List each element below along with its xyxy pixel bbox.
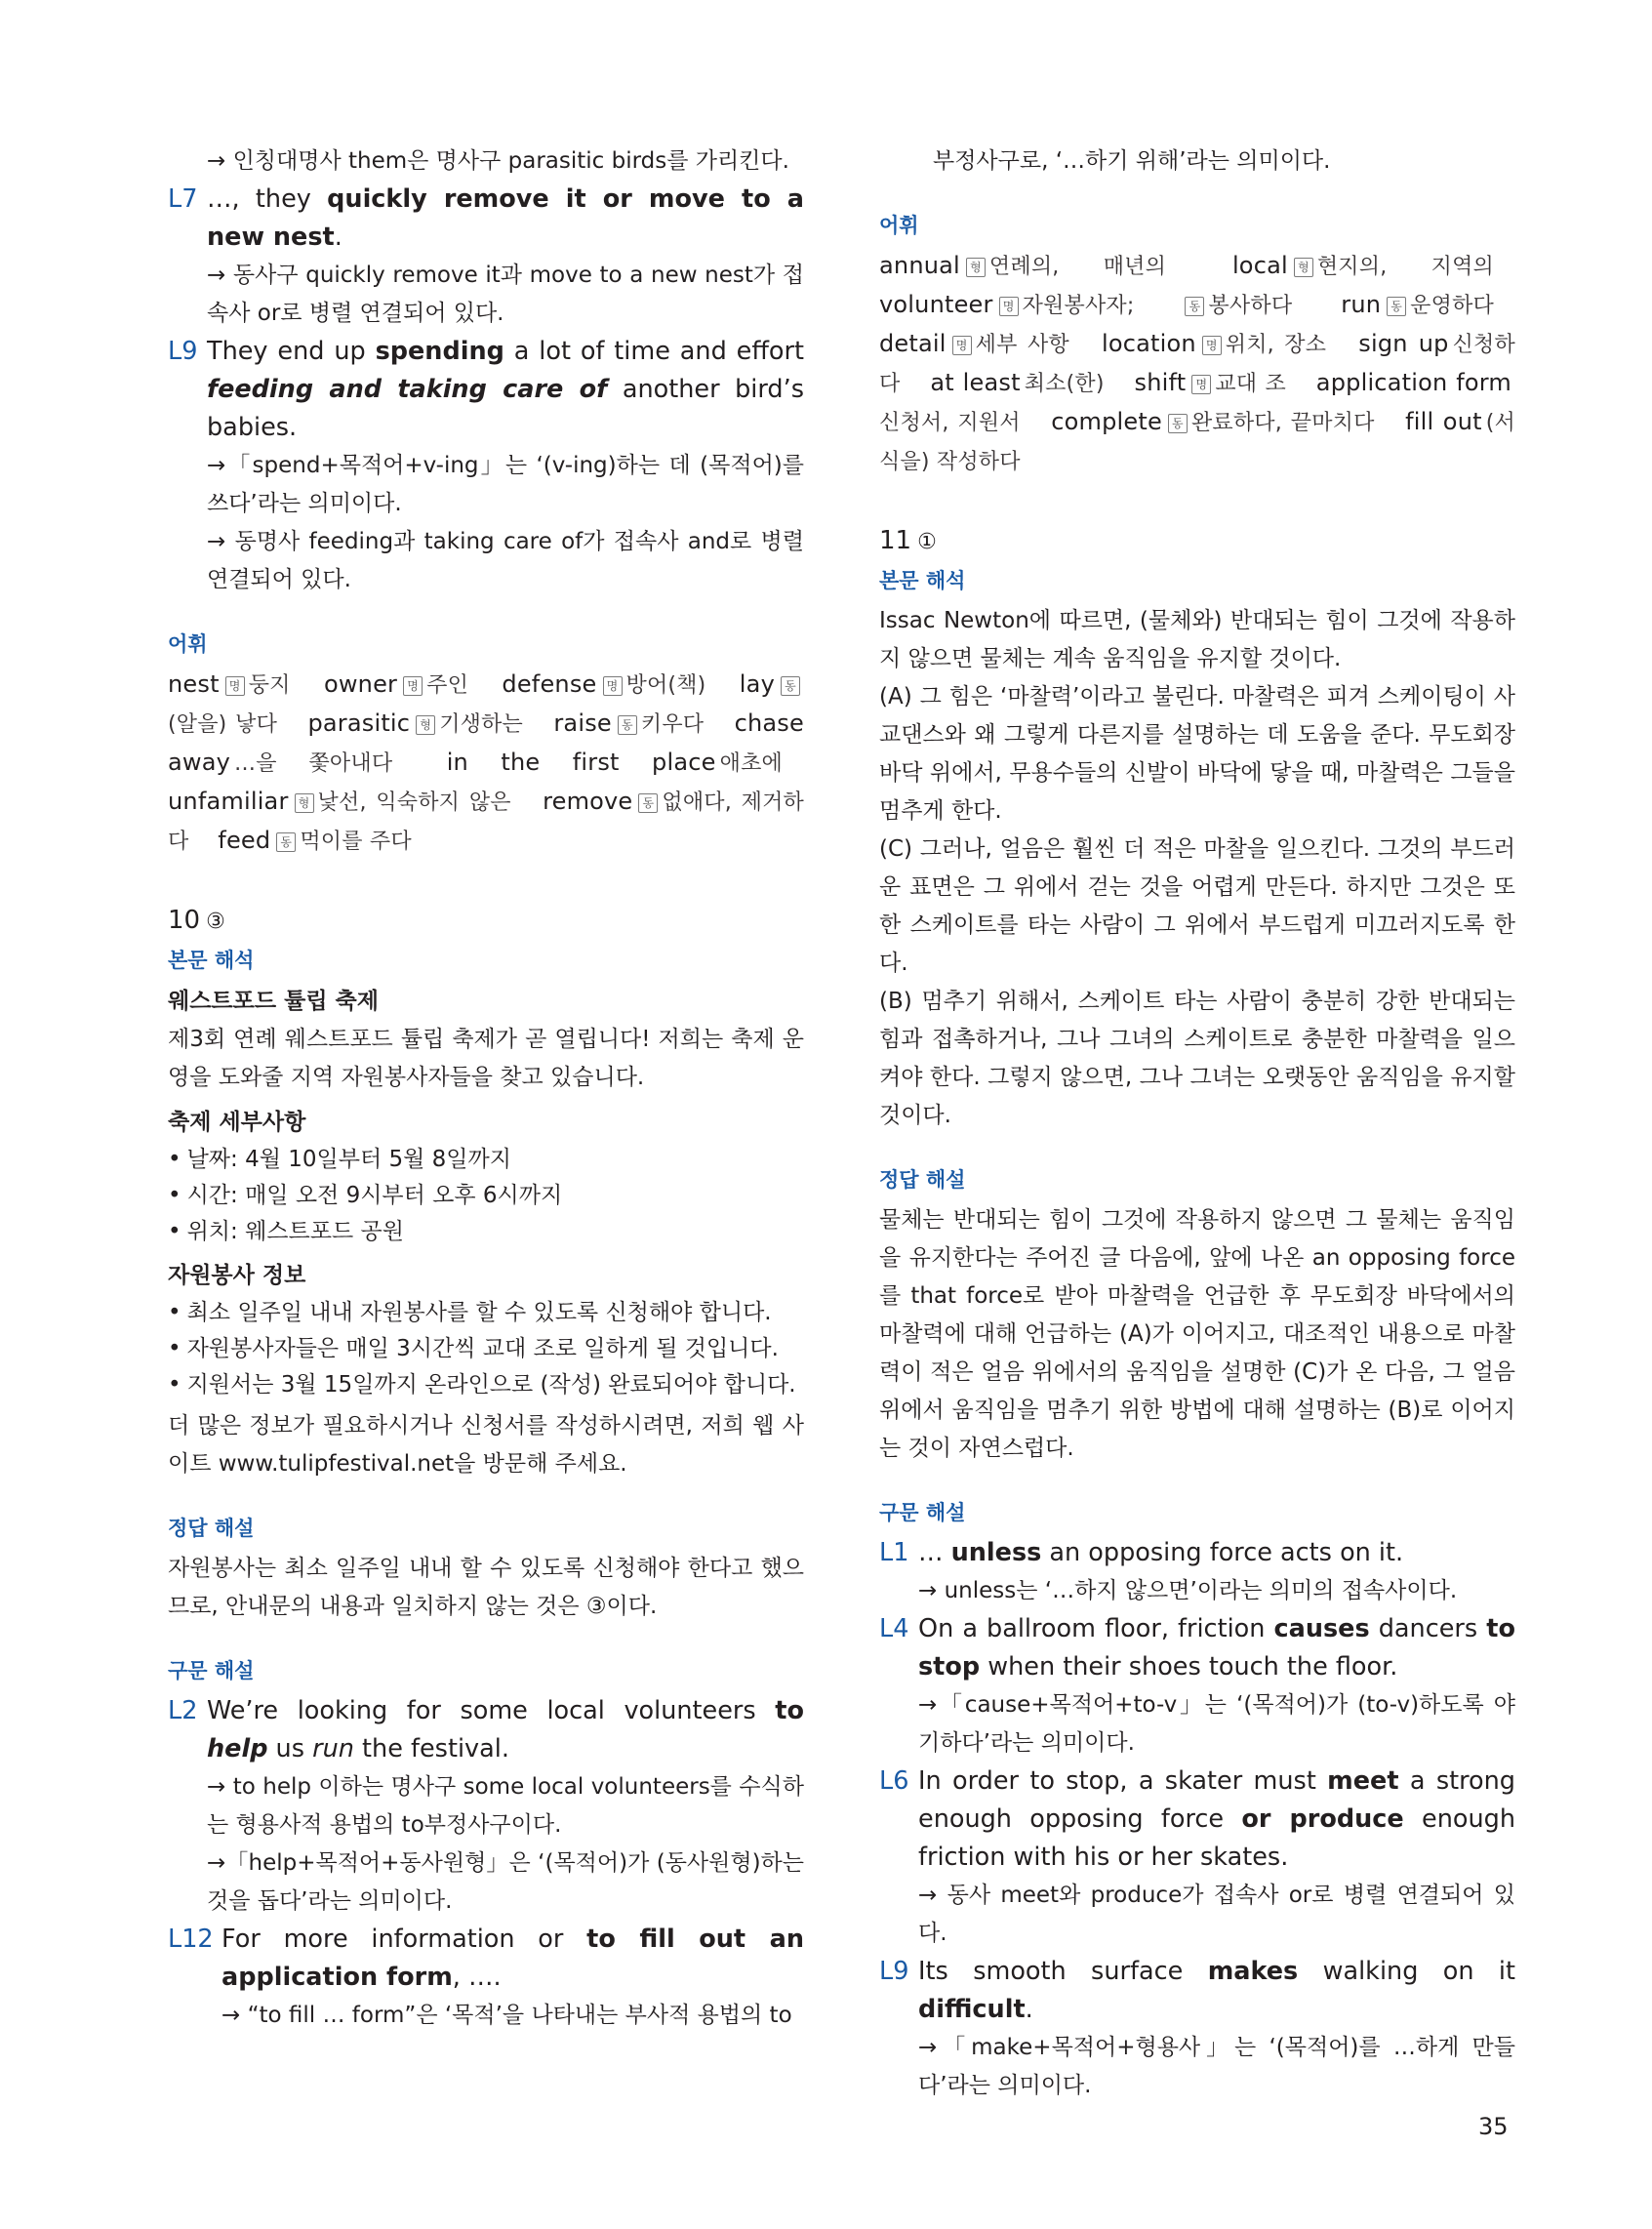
ref-l9: L9 They end up spending a lot of time and effort feeding and taking care of another bird’s babies. [168,333,804,447]
vocab-word: chase away [168,709,804,776]
part-of-speech-badge: 동 [781,676,800,696]
vocab-gloss: 없애다, 제거하다 [168,790,804,854]
part-of-speech-badge: 동 [276,832,296,852]
vocab-gloss: 운영하다 [1410,294,1494,318]
paragraph: (B) 멈추기 위해서, 스케이트 타는 사람이 충분히 강한 반대되는 힘과 접촉하거나, 그나 그녀의 스케이트로 충분한 마찰력을 일으켜야 한다. 그렇지 않으면, 그나 그녀는 오랫동안 움직임을 유지할 것이다. [879,989,1515,1128]
list-item: • 날짜: 4월 10일부터 5월 8일까지 [168,1142,804,1178]
translation-heading: 본문 해석 [879,569,966,592]
part-of-speech-badge: 형 [416,715,435,735]
list-item: • 지원서는 3월 15일까지 온라인으로 (작성) 완료되어야 합니다. [168,1367,804,1403]
part-of-speech-badge: 동 [1185,297,1204,316]
vocab-gloss: 주인 [426,673,469,698]
part-of-speech-badge: 명 [1191,375,1211,394]
note: →「make+목적어+형용사」는 ‘(목적어)를 …하게 만들다’라는 의미이다. [918,2035,1515,2098]
vocab-gloss: 신청서, 지원서 [879,411,1021,435]
list-item: • 자원봉사자들은 매일 3시간씩 교대 조로 일하게 될 것입니다. [168,1331,804,1367]
vocab-gloss: 연례의, 매년의 [988,255,1167,279]
vocab-gloss: 낯선, 익숙하지 않은 [317,790,511,815]
vocab-heading: 어휘 [168,632,208,656]
note: → 동사 meet와 produce가 접속사 or로 병렬 연결되어 있다. [918,1883,1515,1946]
answer-heading: 정답 해설 [879,1168,966,1192]
note: → 동명사 feeding과 taking care of가 접속사 and로 병렬 연결되어 있다. [207,529,804,592]
vocab-word: sign up [1358,330,1449,357]
vocab-word: location [1101,330,1196,357]
paragraph: Issac Newton에 따르면, (물체와) 반대되는 힘이 그것에 작용하지 않으면 물체는 계속 움직임을 유지할 것이다. [879,608,1515,671]
grammar-heading: 구문 해설 [168,1659,255,1682]
line-tag: L6 [879,1766,909,1796]
vocab-list [168,666,804,861]
translation-heading: 본문 해석 [168,949,255,972]
note: 부정사구로, ‘…하기 위해’라는 의미이다. [933,148,1331,174]
vocab-word: fill out [1405,408,1482,435]
vocab-gloss: 먹이를 주다 [300,830,412,854]
answer-heading: 정답 해설 [168,1517,255,1540]
line-tag: L12 [168,1925,214,1954]
paragraph: 제3회 연례 웨스트포드 튤립 축제가 곧 열립니다! 저희는 축제 운영을 도와줄 지역 자원봉사자들을 찾고 있습니다. [168,1027,804,1090]
paragraph: (A) 그 힘은 ‘마찰력’이라고 불린다. 마찰력은 피겨 스케이팅이 사교댄스와 왜 그렇게 다른지를 설명하는 데 도움을 준다. 무도회장 바닥 위에서, 무용수들의 신발이 바닥에 닿을 때, 마찰력은 그들을 멈추게 한다. [879,684,1515,824]
vocab-gloss: 기생하는 [439,712,524,737]
vocab-word: local [1231,252,1288,279]
answer-text: 물체는 반대되는 힘이 그것에 작용하지 않으면 그 물체는 움직임을 유지한다는 주어진 글 다음에, 앞에 나온 an opposing force를 that force로 받아 마찰력을 언급한 후 무도회장 바닥에서의 마찰력에 대해 언급하는 (A)가 이어지고, 대조적인 내용으로 마찰력이 적은 얼음 위에서의 움직임을 설명한 (C)가 온 다음, 그 얼음 위에서 움직임을 멈추기 위한 방법에 대해 설명하는 (B)로 이어지는 것이 자연스럽다. [879,1207,1515,1461]
vocab-word: feed [218,827,271,854]
vocab-word: nest [168,670,220,698]
vocab-gloss: (알을) 낳다 [168,712,278,737]
ref-l9: L9 Its smooth surface makes walking on it difficult. [879,1953,1515,2029]
vocab-heading: 어휘 [879,214,919,237]
vocab-word: application form [1315,369,1511,396]
vocab-gloss: 위치, 장소 [1225,333,1327,357]
ref-l1: L1 … unless an opposing force acts on it. [879,1534,1515,1572]
notice-title: 웨스트포드 튤립 축제 [168,989,379,1014]
part-of-speech-badge: 형 [1294,258,1313,277]
vocab-gloss: …을 쫓아내다 [234,751,393,776]
part-of-speech-badge: 명 [952,336,972,355]
note: →「spend+목적어+v-ing」는 ‘(v-ing)하는 데 (목적어)를 쓰다’라는 의미이다. [207,453,804,516]
part-of-speech-badge: 동 [1387,297,1406,316]
vocab-word: annual [879,252,960,279]
part-of-speech-badge: 명 [1202,336,1222,355]
answer-text: 자원봉사는 최소 일주일 내내 할 수 있도록 신청해야 한다고 했으므로, 안내문의 내용과 일치하지 않는 것은 ③이다. [168,1556,804,1619]
ref-l2: L2 We’re looking for some local volunteers to help us run the festival. [168,1692,804,1768]
vocab-gloss: 애초에 [719,751,783,776]
vocab-word: owner [323,670,398,698]
vocab-gloss: 봉사하다 [1208,294,1293,318]
vocab-word: volunteer [879,291,993,318]
part-of-speech-badge: 명 [999,297,1019,316]
vocab-gloss: 방어(책) [625,673,706,698]
vocab-gloss: 세부 사항 [975,333,1069,357]
vocab-gloss: (서식을) 작성하다 [879,411,1515,474]
paragraph: (C) 그러나, 얼음은 훨씬 더 적은 마찰을 일으킨다. 그것의 부드러운 표면은 그 위에서 걷는 것을 어렵게 만든다. 하지만 그것은 또한 스케이트를 타는 사람이 그 위에서 부드럽게 미끄러지도록 한다. [879,836,1515,976]
ref-l12: L12 For more information or to fill out an application form, …. [168,1921,804,1997]
part-of-speech-badge: 명 [225,676,245,696]
part-of-speech-badge: 형 [966,258,986,277]
note: → “to fill … form”은 ‘목적’을 나타내는 부사적 용법의 to [222,2003,792,2028]
line-tag: L4 [879,1614,909,1643]
vocab-word: complete [1051,408,1162,435]
list-item: • 최소 일주일 내내 자원봉사를 할 수 있도록 신청해야 합니다. [168,1295,804,1331]
line-tag: L9 [168,337,198,366]
vocab-gloss: 완료하다, 끝마치다 [1190,411,1375,435]
part-of-speech-badge: 명 [603,676,623,696]
vocab-word: parasitic [307,709,411,737]
part-of-speech-badge: 명 [403,676,423,696]
line-tag: L1 [879,1538,909,1567]
section-heading: 자원봉사 정보 [168,1263,306,1288]
list-item: • 시간: 매일 오전 9시부터 오후 6시까지 [168,1178,804,1214]
part-of-speech-badge: 동 [618,715,637,735]
vocab-gloss: 신청하다 [879,333,1515,396]
note: → 인칭대명사 them은 명사구 parasitic birds를 가리킨다. [207,148,789,174]
vocab-word: unfamiliar [168,788,289,815]
vocab-word: remove [543,788,633,815]
vocab-word: in the first place [446,749,716,776]
list-item: • 위치: 웨스트포드 공원 [168,1214,804,1250]
vocab-word: detail [879,330,947,357]
paragraph: 더 많은 정보가 필요하시거나 신청서를 작성하시려면, 저희 웹 사이트 www.tulipfestival.net을 방문해 주세요. [168,1413,804,1477]
vocab-word: run [1341,291,1382,318]
note: →「help+목적어+동사원형」은 ‘(목적어)가 (동사원형)하는 것을 돕다’라는 의미이다. [207,1850,804,1914]
part-of-speech-badge: 동 [1168,414,1188,433]
part-of-speech-badge: 형 [295,793,314,813]
note: → to help 이하는 명사구 some local volunteers를 수식하는 형용사적 용법의 to부정사구이다. [207,1774,804,1838]
left-column [168,142,804,2035]
ref-l6: L6 In order to stop, a skater must meet a strong enough opposing force or produce enough friction with his or her skates. [879,1763,1515,1877]
line-tag: L2 [168,1696,198,1725]
vocab-gloss: 교대 조 [1215,372,1286,396]
vocab-word: raise [553,709,612,737]
line-tag: L9 [879,1957,909,1986]
page-number: 35 [1478,2113,1509,2140]
vocab-word: lay [739,670,775,698]
question-number: 10 ③ [168,906,225,935]
note: → 동사구 quickly remove it과 move to a new nest가 접속사 or로 병렬 연결되어 있다. [207,263,804,326]
vocab-gloss: 자원봉사자; [1022,294,1135,318]
vocab-gloss: 둥지 [248,673,291,698]
part-of-speech-badge: 동 [638,793,658,813]
right-column [879,142,1515,2105]
vocab-word: defense [502,670,597,698]
vocab-word: shift [1134,369,1187,396]
note: → unless는 ‘…하지 않으면’이라는 의미의 접속사이다. [918,1578,1458,1603]
vocab-word: at least [930,369,1021,396]
line-tag: L7 [168,184,198,214]
ref-l7: L7 …, they quickly remove it or move to a new nest. [168,181,804,257]
ref-l4: L4 On a ballroom floor, friction causes dancers to stop when their shoes touch the floor. [879,1610,1515,1686]
vocab-gloss: 현지의, 지역의 [1316,255,1494,279]
question-number: 11 ① [879,526,937,555]
section-heading: 축제 세부사항 [168,1110,306,1135]
vocab-gloss: 최소(한) [1024,372,1105,396]
vocab-list [879,247,1515,481]
vocab-gloss: 키우다 [640,712,705,737]
note: →「cause+목적어+to-v」는 ‘(목적어)가 (to-v)하도록 야기하다’라는 의미이다. [918,1692,1515,1756]
grammar-heading: 구문 해설 [879,1501,966,1524]
